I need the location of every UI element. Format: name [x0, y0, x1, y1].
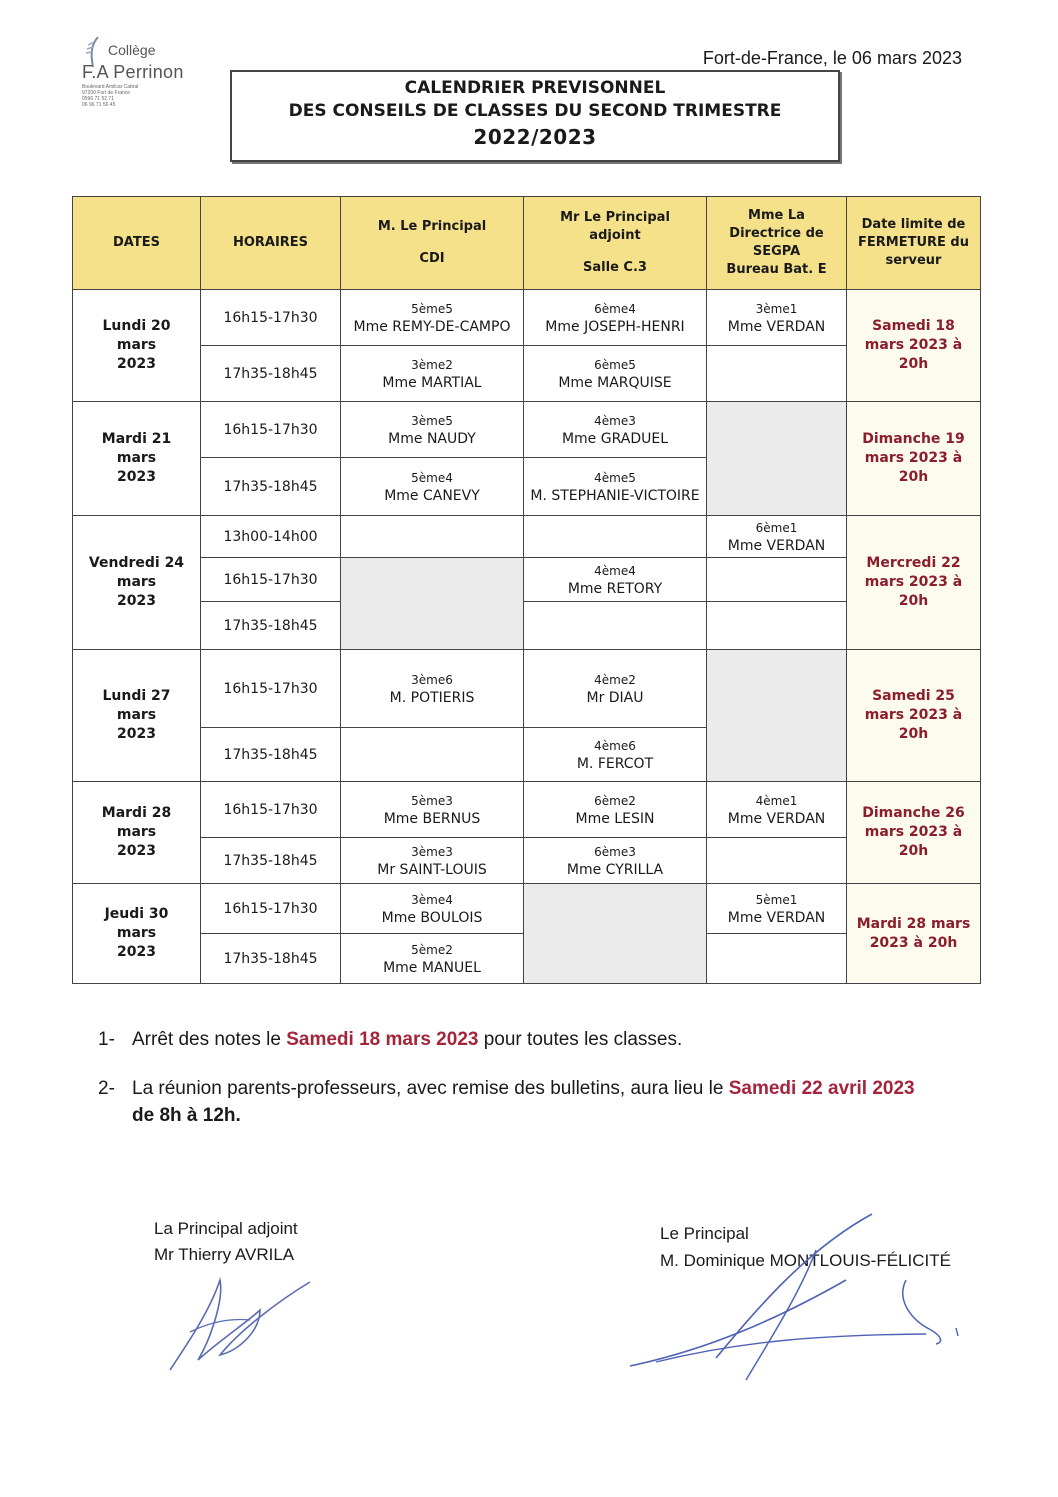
teacher-name: Mr SAINT-LOUIS	[377, 861, 487, 878]
teacher-name: M. STEPHANIE-VICTOIRE	[530, 487, 700, 504]
segpa-cell	[707, 934, 847, 984]
adjoint-cell-empty	[524, 884, 707, 984]
header-horaires: HORAIRES	[201, 197, 341, 290]
header-adjoint-line2: adjoint	[589, 228, 641, 243]
adjoint-cell	[524, 402, 707, 458]
teacher-name: Mme BERNUS	[383, 810, 481, 827]
principal-cell	[341, 782, 524, 838]
day-month: mars	[116, 450, 157, 466]
teacher-name: Mme MARQUISE	[558, 374, 672, 391]
time-cell: 17h35-18h45	[201, 602, 341, 650]
deadline-cell: Dimanche 19 mars 2023 à 20h	[847, 402, 981, 516]
header-segpa-line1: Mme La	[748, 208, 805, 223]
table-header-row	[73, 197, 981, 290]
note-highlight: Samedi 22 avril 2023	[728, 1078, 915, 1099]
note-text: La réunion parents-professeurs, avec remise des bulletins, aura lieu le	[132, 1078, 729, 1099]
time-cell: 16h15-17h30	[201, 402, 341, 458]
day-year: 2023	[117, 843, 156, 859]
header-segpa-line3: SEGPA	[752, 244, 801, 259]
table-row	[73, 516, 981, 558]
header-deadline-line2: FERMETURE du	[858, 235, 969, 250]
class-code: 3ème6	[411, 672, 453, 687]
header-principal-room: CDI	[419, 251, 445, 266]
teacher-name: Mme BOULOIS	[381, 909, 483, 926]
table-row	[73, 838, 981, 884]
teacher-name: Mme REMY-DE-CAMPO	[353, 318, 511, 335]
time-cell: 16h15-17h30	[201, 558, 341, 602]
day-cell	[73, 290, 201, 402]
header-adjoint-line1: Mr Le Principal	[560, 210, 670, 225]
class-code: 6ème1	[755, 520, 798, 535]
time-cell: 16h15-17h30	[201, 290, 341, 346]
teacher-name: Mme NAUDY	[388, 430, 476, 447]
teacher-name: M. POTIERIS	[389, 689, 475, 706]
day-cell	[73, 884, 201, 984]
class-code: 5ème3	[411, 793, 453, 808]
day-year: 2023	[117, 469, 156, 485]
class-code: 3ème1	[755, 301, 798, 316]
header-segpa	[707, 197, 847, 290]
deadline-cell: Samedi 18 mars 2023 à 20h	[847, 290, 981, 402]
segpa-cell	[707, 884, 847, 934]
header-adjoint-room: Salle C.3	[583, 260, 647, 275]
title-line2: DES CONSEILS DE CLASSES DU SECOND TRIMESTRE	[288, 101, 782, 121]
signature-role: La Principal adjoint	[154, 1219, 298, 1238]
header-principal-title: M. Le Principal	[377, 219, 487, 234]
day-month: mars	[116, 707, 157, 723]
class-code: 4ème5	[594, 470, 636, 485]
note-highlight: Samedi 18 mars 2023	[286, 1029, 479, 1050]
signature-name: M. Dominique MONTLOUIS-FÉLICITÉ	[660, 1251, 951, 1270]
time-cell: 17h35-18h45	[201, 346, 341, 402]
teacher-name: Mme MARTIAL	[382, 374, 482, 391]
signature-block-adjoint	[154, 1216, 298, 1268]
adjoint-cell	[524, 650, 707, 728]
title-line1: CALENDRIER PREVISONNEL	[404, 78, 666, 98]
logo-address: Boulevard Amilcar Cabral 97200 Fort de France 0596 71 52 71 06 96 71 56 45	[82, 84, 139, 108]
deadline-cell: Mardi 28 mars 2023 à 20h	[847, 884, 981, 984]
adjoint-cell	[524, 458, 707, 516]
day-month: mars	[116, 337, 157, 353]
segpa-cell	[707, 346, 847, 402]
adjoint-cell	[524, 346, 707, 402]
table-row	[73, 402, 981, 458]
class-code: 6ème2	[594, 793, 636, 808]
deadline-cell: Samedi 25 mars 2023 à 20h	[847, 650, 981, 782]
table-row	[73, 346, 981, 402]
principal-cell	[341, 516, 524, 558]
note-bold: de 8h à 12h.	[132, 1105, 241, 1126]
principal-cell	[341, 884, 524, 934]
segpa-cell	[707, 838, 847, 884]
header-deadline-line1: Date limite de	[861, 217, 966, 232]
time-cell: 16h15-17h30	[201, 650, 341, 728]
adjoint-cell	[524, 602, 707, 650]
day-cell	[73, 782, 201, 884]
table-row	[73, 558, 981, 602]
segpa-cell	[707, 602, 847, 650]
logo-line2: F.A Perrinon	[82, 62, 184, 82]
principal-cell-empty	[341, 558, 524, 650]
time-cell: 17h35-18h45	[201, 458, 341, 516]
note-number: 1-	[98, 1029, 115, 1050]
header-deadline-line3: serveur	[885, 253, 942, 268]
day-year: 2023	[117, 356, 156, 372]
header-deadline	[847, 197, 981, 290]
day-cell	[73, 516, 201, 650]
segpa-cell	[707, 290, 847, 346]
time-cell: 16h15-17h30	[201, 884, 341, 934]
adjoint-cell	[524, 782, 707, 838]
day-cell	[73, 402, 201, 516]
signature-name: Mr Thierry AVRILA	[154, 1245, 295, 1264]
segpa-cell-empty	[707, 650, 847, 782]
class-code: 4ème2	[594, 672, 636, 687]
segpa-cell	[707, 516, 847, 558]
class-code: 3ème3	[411, 844, 453, 859]
header-dates: DATES	[73, 197, 201, 290]
teacher-name: M. FERCOT	[576, 755, 654, 772]
teacher-name: Mme RETORY	[567, 580, 663, 597]
teacher-name: Mme VERDAN	[727, 537, 826, 554]
day-label: Lundi 20	[102, 318, 171, 334]
teacher-name: Mr DIAU	[586, 689, 644, 706]
day-label: Mardi 21	[101, 431, 172, 447]
principal-cell	[341, 458, 524, 516]
council-calendar-table	[72, 196, 981, 984]
day-label: Vendredi 24	[88, 555, 185, 571]
class-code: 4ème4	[594, 563, 636, 578]
adjoint-cell	[524, 290, 707, 346]
segpa-cell-empty	[707, 402, 847, 516]
header-segpa-line2: Directrice de	[729, 226, 824, 241]
class-code: 6ème3	[594, 844, 636, 859]
principal-cell	[341, 838, 524, 884]
table-row	[73, 782, 981, 838]
class-code: 5ème5	[411, 301, 453, 316]
teacher-name: Mme VERDAN	[727, 318, 826, 335]
day-year: 2023	[117, 593, 156, 609]
day-month: mars	[116, 574, 157, 590]
header-segpa-room: Bureau Bat. E	[726, 262, 827, 277]
class-code: 4ème6	[594, 738, 636, 753]
teacher-name: Mme CANEVY	[384, 487, 480, 504]
adjoint-cell	[524, 558, 707, 602]
time-cell: 16h15-17h30	[201, 782, 341, 838]
teacher-name: Mme CYRILLA	[566, 861, 664, 878]
note-number: 2-	[98, 1078, 115, 1099]
teacher-name: Mme JOSEPH-HENRI	[545, 318, 685, 335]
class-code: 3ème5	[411, 413, 453, 428]
teacher-name: Mme GRADUEL	[561, 430, 669, 447]
note-2	[98, 1075, 988, 1129]
day-label: Jeudi 30	[104, 906, 169, 922]
note-text: pour toutes les classes.	[478, 1029, 683, 1050]
header-principal	[341, 197, 524, 290]
principal-cell	[341, 346, 524, 402]
time-cell: 17h35-18h45	[201, 728, 341, 782]
class-code: 5ème2	[411, 942, 453, 957]
day-label: Lundi 27	[102, 688, 171, 704]
time-cell: 13h00-14h00	[201, 516, 341, 558]
teacher-name: Mme VERDAN	[727, 810, 826, 827]
class-code: 5ème1	[755, 892, 798, 907]
time-cell: 17h35-18h45	[201, 838, 341, 884]
header-adjoint	[524, 197, 707, 290]
class-code: 5ème4	[411, 470, 453, 485]
day-month: mars	[116, 925, 157, 941]
dateline: Fort-de-France, le 06 mars 2023	[702, 48, 962, 68]
day-year: 2023	[117, 944, 156, 960]
title-box	[230, 70, 840, 162]
notes-list	[98, 1026, 988, 1151]
table-row	[73, 650, 981, 728]
class-code: 6ème4	[594, 301, 636, 316]
adjoint-cell	[524, 516, 707, 558]
table-row	[73, 602, 981, 650]
principal-cell	[341, 728, 524, 782]
signature-scribble-adjoint-icon	[150, 1270, 320, 1380]
principal-cell	[341, 934, 524, 984]
class-code: 6ème5	[594, 357, 636, 372]
teacher-name: Mme VERDAN	[727, 909, 826, 926]
day-year: 2023	[117, 726, 156, 742]
note-text: Arrêt des notes le	[132, 1029, 287, 1050]
principal-cell	[341, 290, 524, 346]
day-month: mars	[116, 824, 157, 840]
logo-line1: Collège	[108, 42, 156, 58]
table-row	[73, 884, 981, 934]
deadline-cell: Mercredi 22 mars 2023 à 20h	[847, 516, 981, 650]
adjoint-cell	[524, 728, 707, 782]
note-1	[98, 1026, 988, 1053]
principal-cell	[341, 402, 524, 458]
signature-role: Le Principal	[660, 1224, 749, 1243]
segpa-cell	[707, 782, 847, 838]
adjoint-cell	[524, 838, 707, 884]
teacher-name: Mme MANUEL	[383, 959, 481, 976]
signature-scribble-principal-icon	[626, 1210, 976, 1390]
deadline-cell: Dimanche 26 mars 2023 à 20h	[847, 782, 981, 884]
time-cell: 17h35-18h45	[201, 934, 341, 984]
principal-cell	[341, 650, 524, 728]
segpa-cell	[707, 558, 847, 602]
college-logo	[78, 34, 190, 122]
class-code: 3ème2	[411, 357, 453, 372]
class-code: 4ème3	[594, 413, 636, 428]
title-year: 2022/2023	[473, 125, 597, 149]
class-code: 3ème4	[411, 892, 453, 907]
teacher-name: Mme LESIN	[575, 810, 655, 827]
day-cell	[73, 650, 201, 782]
table-row	[73, 290, 981, 346]
class-code: 4ème1	[755, 793, 798, 808]
day-label: Mardi 28	[101, 805, 172, 821]
